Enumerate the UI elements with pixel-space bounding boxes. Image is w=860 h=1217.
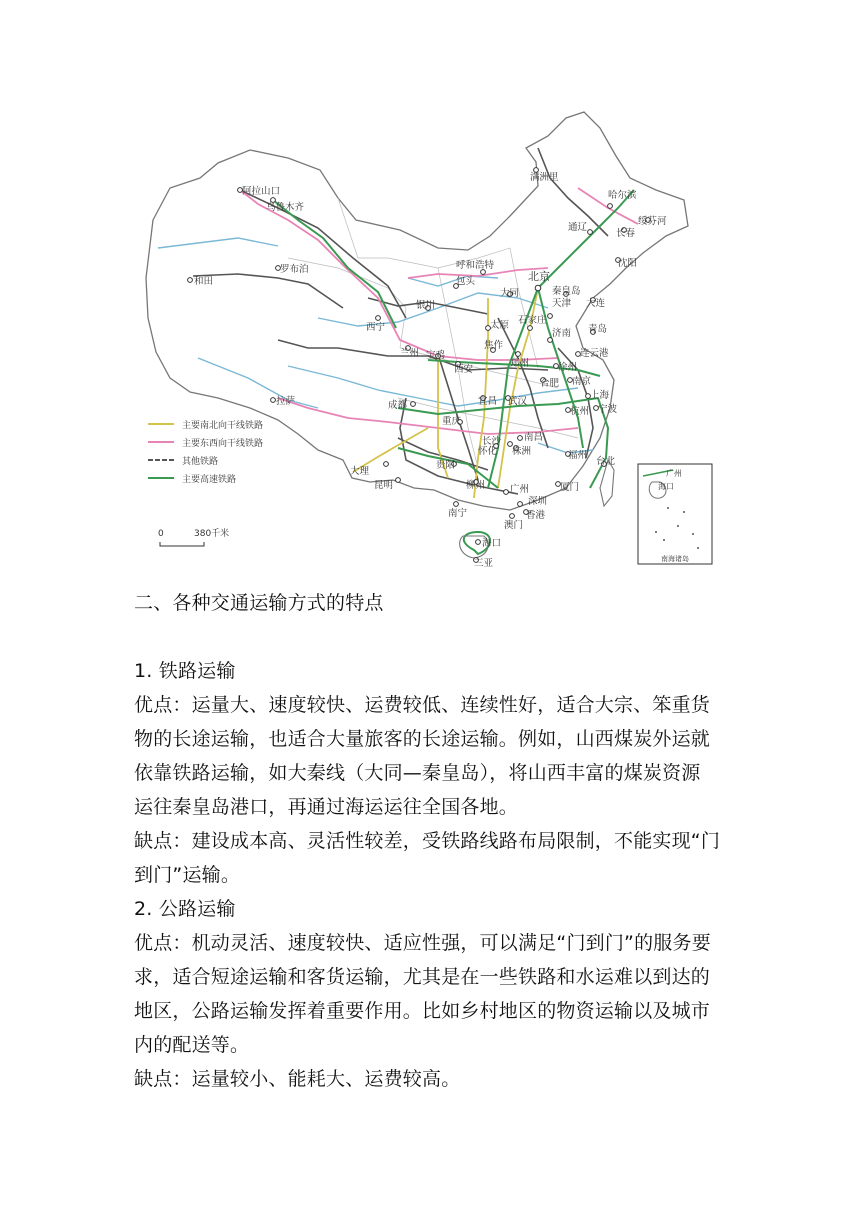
city-macau: 澳门 — [504, 520, 524, 531]
city-guangzhou: 广州 — [510, 484, 530, 495]
city-datong: 大同 — [500, 288, 520, 299]
legend-hsr: 主要高速铁路 — [182, 475, 237, 485]
rail-pro-line: 优点：运量大、速度较快、运费较低、连续性好，适合大宗、笨重货 — [134, 694, 711, 716]
city-hangzhou: 杭州 — [570, 406, 590, 417]
city-fuzhou: 福州 — [568, 450, 588, 461]
city-lianyungang: 连云港 — [580, 348, 609, 359]
document-body — [134, 586, 734, 1096]
rail-con-line: 到门”运输。 — [134, 864, 241, 886]
city-taiyuan: 太原 — [490, 320, 510, 331]
city-kunming: 昆明 — [374, 480, 394, 491]
city-changsha: 长沙 — [482, 436, 502, 447]
city-ningbo: 宁波 — [598, 404, 618, 415]
city-taibei: 台北 — [596, 456, 616, 467]
map-legend — [148, 419, 263, 485]
china-railway-map — [138, 108, 724, 568]
city-tianjin: 天津 — [552, 298, 572, 309]
road-pro-line: 优点：机动灵活、速度较快、适应性强，可以满足“门到门”的服务要 — [134, 932, 711, 954]
city-tongliao: 通辽 — [568, 222, 588, 233]
scale-label: 380千米 — [194, 529, 230, 539]
city-nanchang: 南昌 — [524, 432, 544, 443]
city-hetian: 和田 — [194, 276, 214, 287]
city-changchun: 长春 — [616, 228, 636, 239]
city-dali: 大理 — [350, 466, 370, 477]
city-shenyang: 沈阳 — [618, 258, 638, 269]
city-huhehaote: 呼和浩特 — [456, 260, 495, 271]
section-heading: 二、各种交通运输方式的特点 — [134, 592, 384, 614]
city-shanghai: 上海 — [590, 390, 610, 401]
legend-ns: 主要南北向干线铁路 — [182, 421, 264, 431]
city-luobupo: 罗布泊 — [280, 264, 309, 275]
city-guiyang: 贵阳 — [436, 460, 456, 471]
city-huaihua: 怀化 — [478, 446, 498, 457]
city-haerbin: 哈尔滨 — [608, 190, 637, 201]
city-jinan: 济南 — [552, 328, 572, 339]
city-haikou: 海口 — [482, 538, 502, 549]
city-shijiazhuang: 石家庄 — [518, 315, 547, 326]
rail-title: 1. 铁路运输 — [134, 660, 236, 682]
city-jiaozuo: 焦作 — [484, 340, 504, 351]
road-con-line: 缺点：运量较小、能耗大、运费较高。 — [134, 1068, 461, 1090]
scale-bar — [158, 527, 229, 546]
city-urumqi: 乌鲁木齐 — [266, 202, 305, 213]
road-title: 2. 公路运输 — [134, 898, 236, 920]
city-zhengzhou: 郑州 — [510, 358, 530, 369]
road-pro-line: 地区，公路运输发挥着重要作用。比如乡村地区的物资运输以及城市 — [134, 1000, 711, 1022]
road-pro-line: 内的配送等。 — [134, 1034, 250, 1056]
city-dalian: 大连 — [586, 298, 606, 309]
city-yichang: 宜昌 — [478, 396, 498, 407]
city-xian: 西安 — [454, 364, 474, 375]
scale-line — [160, 542, 204, 546]
railway-map-svg — [138, 108, 724, 568]
rail-pro-line: 运往秦皇岛港口，再通过海运运往全国各地。 — [134, 796, 519, 818]
city-alashankou: 阿拉山口 — [242, 186, 281, 197]
city-yinchuan: 银川 — [416, 300, 436, 311]
legend-ew: 主要东西向干线铁路 — [182, 439, 264, 449]
city-xiamen: 厦门 — [560, 482, 580, 493]
city-chongqing: 重庆 — [442, 416, 462, 427]
city-lhasa: 拉萨 — [276, 396, 296, 407]
city-zhuzhou: 株洲 — [512, 446, 532, 457]
city-shenzhen: 深圳 — [528, 496, 548, 507]
scale-zero: 0 — [158, 529, 164, 539]
inset-guangzhou: 广州 — [666, 469, 682, 478]
city-baotou: 包头 — [456, 276, 476, 287]
city-lanzhou: 兰州 — [400, 348, 420, 359]
city-nanjing: 南京 — [572, 376, 592, 387]
city-xining: 西宁 — [366, 322, 386, 333]
city-wuhan: 武汉 — [508, 396, 528, 407]
city-hongkong: 香港 — [526, 510, 546, 521]
city-qinhuangdao: 秦皇岛 — [552, 286, 581, 297]
legend-other: 其他铁路 — [182, 457, 219, 467]
city-manzhouli: 满洲里 — [530, 172, 559, 183]
inset-label: 南海诸岛 — [661, 555, 689, 563]
city-suifenhe: 绥芬河 — [638, 216, 667, 227]
south-sea-inset — [638, 464, 712, 564]
city-chengdu: 成都 — [388, 400, 408, 411]
city-baoji: 宝鸡 — [426, 350, 446, 361]
city-beijing: 北京 — [528, 270, 550, 283]
road-pro-line: 求，适合短途运输和客货运输，尤其是在一些铁路和水运难以到达的 — [134, 966, 711, 988]
city-nanning: 南宁 — [448, 508, 468, 519]
city-hefei: 合肥 — [540, 378, 560, 389]
rail-con-line: 缺点：建设成本高、灵活性较差，受铁路线路布局限制，不能实现“门 — [134, 830, 721, 852]
rail-pro-line: 物的长途运输，也适合大量旅客的长途运输。例如，山西煤炭外运就 — [134, 728, 711, 750]
city-liuzhou: 柳州 — [466, 480, 486, 491]
city-sanya: 三亚 — [474, 558, 494, 568]
rail-pro-line: 依靠铁路运输，如大秦线（大同—秦皇岛），将山西丰富的煤炭资源 — [134, 762, 701, 784]
inset-haikou: 海口 — [658, 482, 674, 491]
city-qingdao: 青岛 — [588, 324, 608, 335]
city-xuzhou: 徐州 — [558, 362, 578, 373]
